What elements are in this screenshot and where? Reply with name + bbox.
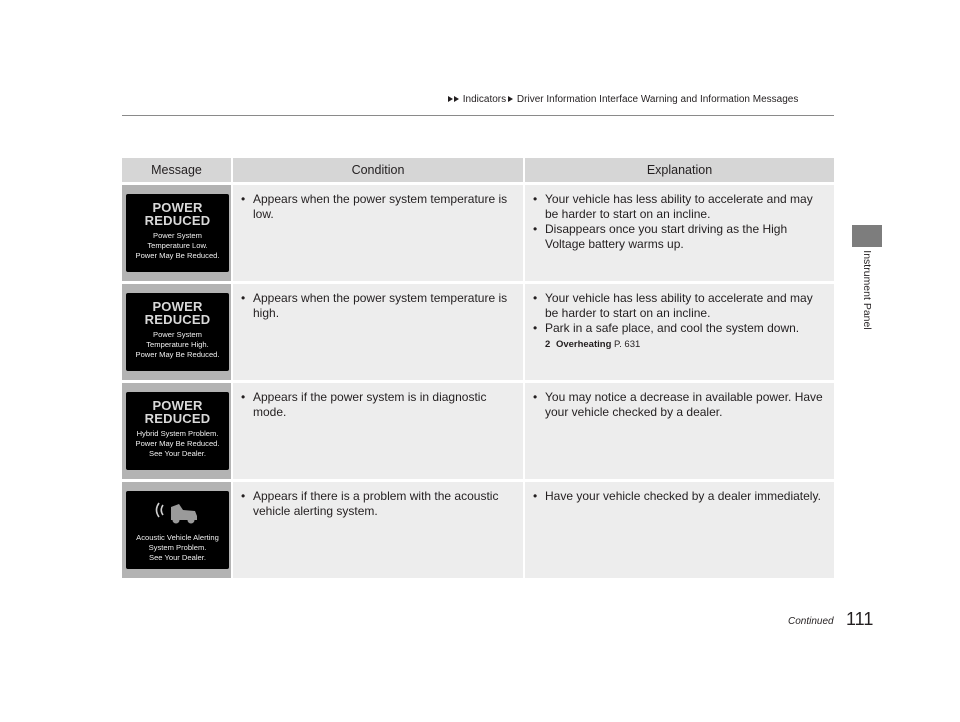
explanation-item: • You may notice a decrease in available power. Have your vehicle checked by a dealer.: [531, 390, 828, 420]
reference-title: Overheating: [555, 339, 612, 350]
display-text: Hybrid System Problem. Power May Be Reduced. See Your Dealer.: [135, 429, 220, 458]
condition-cell: [233, 185, 525, 281]
table-row: [122, 185, 834, 281]
display-title: POWER REDUCED: [144, 200, 211, 228]
overheating-reference-link[interactable]: [531, 338, 828, 351]
breadcrumb-arrow-icon: [448, 96, 453, 102]
continued-label: Continued: [788, 616, 834, 627]
reference-page: P. 631: [614, 339, 641, 350]
condition-cell: [233, 383, 525, 479]
header-message: Message: [122, 158, 233, 182]
breadcrumb: [448, 94, 800, 105]
power-reduced-display: [126, 392, 229, 470]
explanation-cell: [525, 284, 834, 380]
explanation-cell: [525, 185, 834, 281]
explanation-item: • Disappears once you start driving as the High Voltage battery warms up.: [531, 222, 828, 252]
message-cell: [122, 482, 233, 578]
table-row: [122, 383, 834, 479]
messages-table: [122, 158, 834, 578]
header-explanation: Explanation: [646, 163, 713, 177]
acoustic-vehicle-alert-icon: [126, 497, 229, 527]
header-condition: Condition: [233, 158, 525, 182]
condition-item: • Appears if there is a problem with the acoustic vehicle alerting system.: [239, 489, 519, 519]
display-text: Acoustic Vehicle Alerting System Problem. See Your Dealer.: [136, 533, 219, 562]
page-number: 111: [846, 609, 874, 629]
explanation-item: • Park in a safe place, and cool the system down.: [531, 321, 828, 336]
message-cell: [122, 185, 233, 281]
power-reduced-display: [126, 293, 229, 371]
explanation-item: • Have your vehicle checked by a dealer immediately.: [531, 489, 828, 504]
condition-cell: [233, 482, 525, 578]
condition-item: • Appears when the power system temperature is low.: [239, 192, 519, 222]
table-row: [122, 284, 834, 380]
breadcrumb-arrow-icon: [454, 96, 459, 102]
message-cell: [122, 383, 233, 479]
breadcrumb-item-indicators[interactable]: Indicators: [462, 94, 507, 105]
explanation-cell: [525, 383, 834, 479]
table-row: [122, 482, 834, 578]
power-reduced-display: [126, 194, 229, 272]
display-text: Power System Temperature Low. Power May Be Reduced.: [135, 231, 220, 260]
section-tab: [852, 225, 882, 247]
display-title: POWER REDUCED: [144, 299, 211, 327]
acoustic-alert-display: [126, 491, 229, 569]
reference-icon: 2: [545, 339, 551, 350]
message-cell: [122, 284, 233, 380]
condition-item: • Appears if the power system is in diagnostic mode.: [239, 390, 519, 420]
breadcrumb-arrow-icon: [508, 96, 513, 102]
condition-cell: [233, 284, 525, 380]
explanation-cell: [525, 482, 834, 578]
breadcrumb-item-messages[interactable]: Driver Information Interface Warning and Information Messages: [516, 94, 799, 105]
explanation-item: • Your vehicle has less ability to accelerate and may be harder to start on an incline.: [531, 291, 828, 321]
condition-item: • Appears when the power system temperature is high.: [239, 291, 519, 321]
display-title: POWER REDUCED: [144, 398, 211, 426]
explanation-item: • Your vehicle has less ability to accelerate and may be harder to start on an incline.: [531, 192, 828, 222]
section-label: Instrument Panel: [861, 250, 873, 330]
display-text: Power System Temperature High. Power May Be Reduced.: [135, 330, 220, 359]
header-rule: [122, 115, 834, 116]
table-header: [122, 158, 834, 182]
